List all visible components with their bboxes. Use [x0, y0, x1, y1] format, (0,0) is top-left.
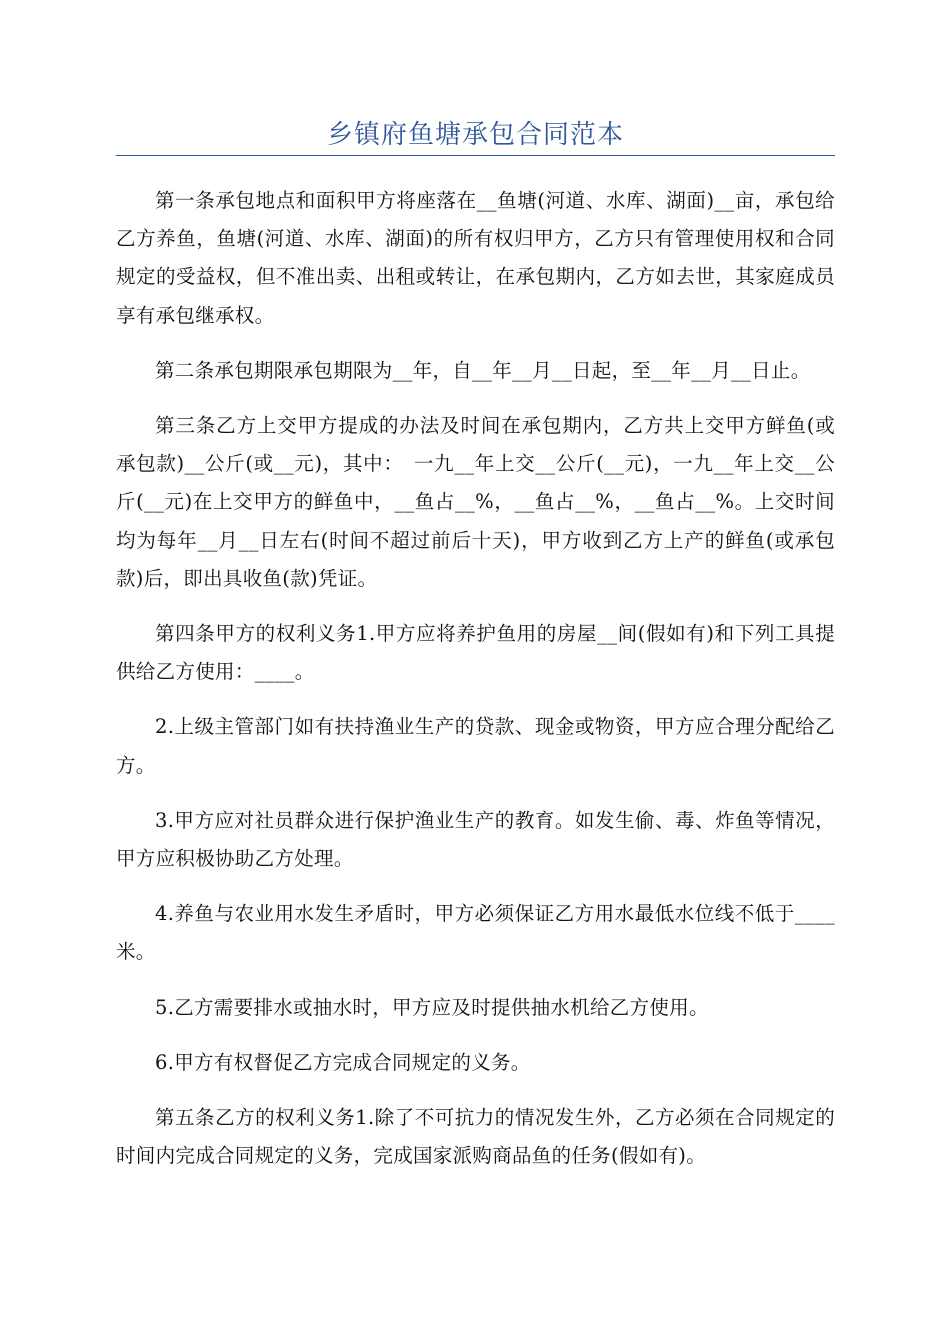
paragraph-item-3: 3.甲方应对社员群众进行保护渔业生产的教育。如发生偷、毒、炸鱼等情况，甲方应积极协助乙方处理。	[116, 808, 835, 871]
paragraph-item-5: 5.乙方需要排水或抽水时，甲方应及时提供抽水机给乙方使用。	[155, 995, 709, 1019]
document-title: 乡镇府鱼塘承包合同范本	[326, 120, 624, 150]
document-body	[116, 182, 835, 1175]
paragraph-article-2: 第二条承包期限承包期限为__年，自__年__月__日起，至__年__月__日止。	[155, 358, 811, 382]
document-page	[116, 0, 835, 1192]
paragraph-article-5: 第五条乙方的权利义务1.除了不可抗力的情况发生外，乙方必须在合同规定的时间内完成合同规定的义务，完成国家派购商品鱼的任务(假如有)。	[116, 1106, 835, 1168]
paragraph-article-3: 第三条乙方上交甲方提成的办法及时间在承包期内，乙方共上交甲方鲜鱼(或承包款)__公斤(或__元)，其中： 一九__年上交__公斤(__元)，一九__年上交__公斤(__元)在上交甲方的鲜鱼中，__鱼占__%，__鱼占__%，__鱼占__%。上交时间均为每年__月__日左右(时间不超过前后十天)，甲方收到乙方上产的鲜鱼(或承包款)后，即出具收鱼(款)凭证。	[116, 414, 835, 590]
paragraph-article-4: 第四条甲方的权利义务1.甲方应将养护鱼用的房屋__间(假如有)和下列工具提供给乙方使用：____。	[116, 622, 835, 684]
paragraph-item-4: 4.养鱼与农业用水发生矛盾时，甲方必须保证乙方用水最低水位线不低于____米。	[116, 902, 835, 964]
paragraph-article-1: 第一条承包地点和面积甲方将座落在__鱼塘(河道、水库、湖面)__亩，承包给乙方养鱼，鱼塘(河道、水库、湖面)的所有权归甲方，乙方只有管理使用权和合同规定的受益权，但不准出卖、出租或转让，在承包期内，乙方如去世，其家庭成员享有承包继承权。	[116, 189, 835, 327]
paragraph-item-2: 2.上级主管部门如有扶持渔业生产的贷款、现金或物资，甲方应合理分配给乙方。	[116, 715, 835, 777]
title-underline	[116, 155, 835, 156]
paragraph-item-6: 6.甲方有权督促乙方完成合同规定的义务。	[155, 1050, 531, 1074]
